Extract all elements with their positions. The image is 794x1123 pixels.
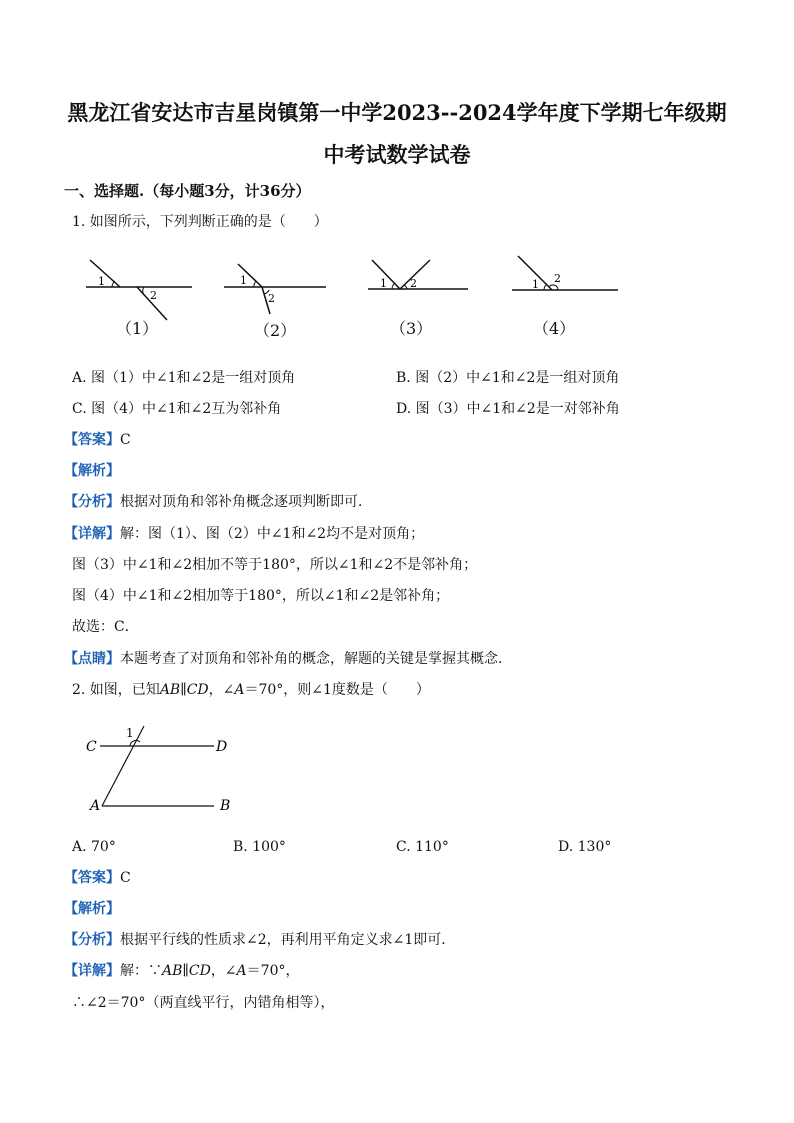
q1-option-b: B. 图（2）中∠1和∠2是一组对顶角 (396, 370, 620, 386)
q2-figure-label-d: D (216, 739, 228, 755)
q2-option-c: C. 110° (396, 839, 449, 855)
q2-stem-prefix: 2. 如图，已知 (72, 682, 160, 698)
q1-dianjing-line (64, 650, 512, 668)
figure-1-label-2: 2 (150, 289, 157, 302)
q1-analysis-tag: 【解析】 (64, 463, 120, 479)
q1-option-c: C. 图（4）中∠1和∠2互为邻补角 (72, 401, 282, 417)
q2-figure (82, 722, 242, 822)
figure-2-caption: （2） (254, 321, 297, 340)
q1-fenxi-tag: 【分析】 (64, 494, 120, 510)
q2-option-b: B. 100° (233, 839, 286, 855)
q2-figure-label-b: B (220, 798, 231, 814)
q1-xiangjie-tag: 【详解】 (64, 526, 120, 542)
q1-fenxi-text: 根据对顶角和邻补角概念逐项判断即可． (120, 494, 372, 510)
q1-answer-value: C (120, 432, 131, 448)
q2-xiangjie-suffix: ＝70°， (246, 963, 300, 979)
q1-xiangjie-text-2: 图（3）中∠1和∠2相加不等于180°，所以∠1和∠2不是邻补角； (72, 557, 478, 573)
figure-1-caption: （1） (116, 319, 159, 338)
q2-stem-mid: ，∠ (208, 682, 235, 698)
q2-stem-a: A (234, 682, 245, 698)
q1-fenxi-line (64, 493, 372, 511)
q1-answer-line (64, 431, 131, 449)
section-heading: 一、选择题.（每小题3分，计36分） (64, 182, 311, 200)
q2-figure-label-a: A (90, 798, 101, 814)
q2-xiangjie-a: A (236, 963, 247, 979)
figure-4-caption: （4） (533, 319, 576, 338)
figure-2-label-1: 1 (240, 274, 247, 287)
figure-4-label-2: 2 (554, 272, 561, 285)
q1-dianjing-tag: 【点睛】 (64, 651, 120, 667)
q2-answer-value: C (120, 870, 131, 886)
q2-stem-cd: CD (186, 682, 209, 698)
q2-xiangjie-text-2: ∴∠2＝70°（两直线平行，内错角相等）， (72, 995, 335, 1011)
question-1-stem: 1. 如图所示，下列判断正确的是（ ） (72, 214, 328, 230)
q2-figure-label-1: 1 (126, 726, 134, 740)
question-2-stem (72, 681, 430, 699)
q2-xiangjie-prefix: 解：∵ (120, 963, 162, 979)
q2-analysis-tag: 【解析】 (64, 901, 120, 917)
q2-answer-line (64, 869, 131, 887)
q1-option-d: D. 图（3）中∠1和∠2是一对邻补角 (396, 401, 620, 417)
q2-xiangjie-mid: ，∠ (210, 963, 237, 979)
q2-stem-suffix: ＝70°，则∠1度数是（ ） (244, 682, 430, 698)
figure-2-label-2: 2 (268, 292, 275, 305)
q2-answer-tag: 【答案】 (64, 870, 120, 886)
figure-1-label-1: 1 (98, 275, 105, 288)
q2-option-d: D. 130° (558, 839, 612, 855)
q2-xiangjie-parallel: ∥ (182, 963, 189, 979)
q2-stem-ab: AB (159, 682, 181, 698)
q1-xiangjie-text-1: 解：图（1）、图（2）中∠1和∠2均不是对顶角； (120, 526, 425, 542)
q2-fenxi-text: 根据平行线的性质求∠2，再利用平角定义求∠1即可． (120, 932, 456, 948)
q1-xiangjie-line (64, 525, 424, 543)
q2-xiangjie-line (64, 962, 300, 980)
q1-answer-tag: 【答案】 (64, 432, 120, 448)
q1-xiangjie-text-3: 图（4）中∠1和∠2相加等于180°，所以∠1和∠2是邻补角； (72, 588, 450, 604)
q2-xiangjie-ab: AB (162, 963, 183, 979)
q1-xiangjie-text-4: 故选：C． (72, 619, 139, 635)
q1-option-a: A. 图（1）中∠1和∠2是一组对顶角 (72, 370, 296, 386)
q2-fenxi-line (64, 931, 455, 949)
q2-option-a: A. 70° (72, 839, 116, 855)
page-title-line1: 黑龙江省安达市吉星岗镇第一中学2023--2024学年度下学期七年级期 (67, 100, 727, 125)
figure-3-label-1: 1 (380, 277, 387, 290)
figure-3-caption: （3） (390, 319, 433, 338)
figure-4-label-1: 1 (532, 278, 539, 291)
q1-dianjing-text: 本题考查了对顶角和邻补角的概念，解题的关键是掌握其概念． (120, 651, 512, 667)
q2-figure-label-c: C (86, 739, 97, 755)
q2-stem-parallel: ∥ (180, 682, 187, 698)
q2-fenxi-tag: 【分析】 (64, 932, 120, 948)
q2-xiangjie-tag: 【详解】 (64, 963, 120, 979)
figure-3-label-2: 2 (410, 277, 417, 290)
page-title-line2: 中考试数学试卷 (323, 142, 471, 167)
q2-xiangjie-cd: CD (188, 963, 211, 979)
